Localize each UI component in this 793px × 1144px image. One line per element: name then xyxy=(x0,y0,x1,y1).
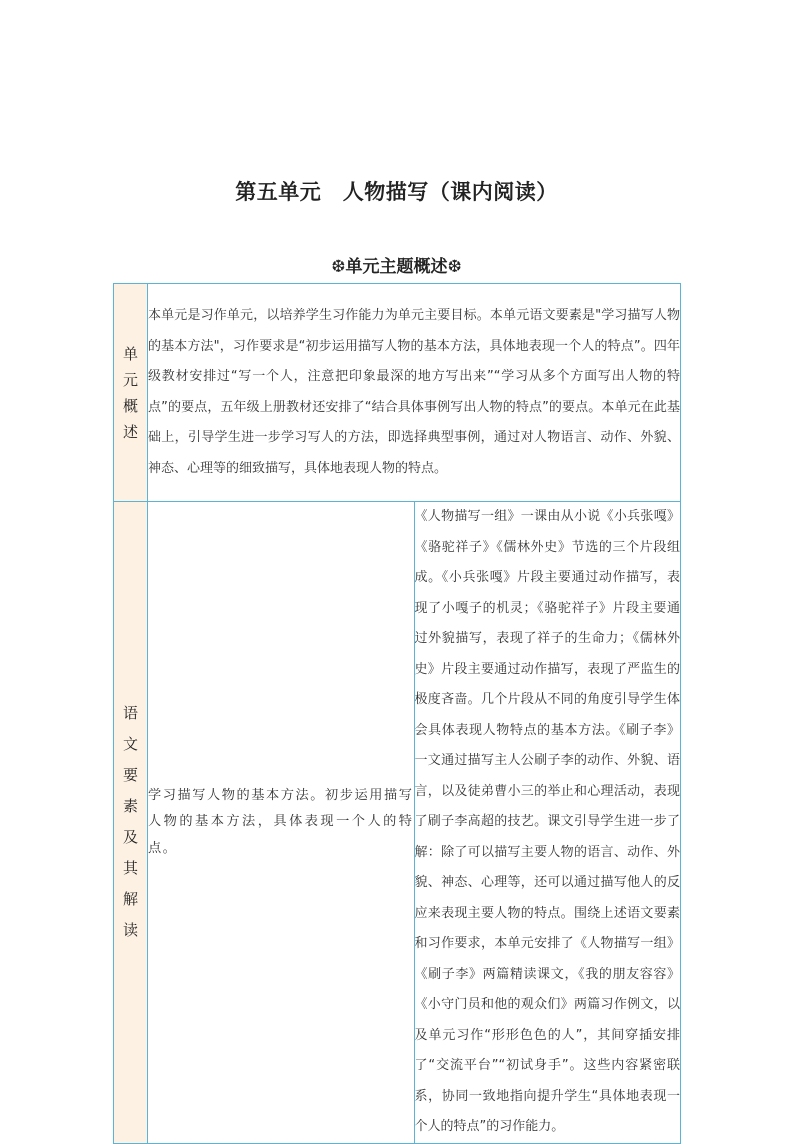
language-element-cell xyxy=(148,502,415,1144)
table-row xyxy=(114,284,681,502)
row-header-char: 文 xyxy=(122,735,138,754)
row-header-unit-overview xyxy=(114,341,147,445)
interpretation-cell xyxy=(414,502,681,1144)
row-header-char: 解 xyxy=(122,890,138,909)
table-row xyxy=(114,502,681,1144)
language-element-text: 学习描写人物的基本方法。初步运用描写人物的基本方法，具体表现一个人的特点。 xyxy=(148,787,414,856)
row-header-char: 语 xyxy=(122,704,138,723)
row-header-char: 素 xyxy=(122,797,138,816)
row-header-language-elements xyxy=(114,698,147,946)
overview-cell xyxy=(148,284,681,502)
section-heading: ❆单元主题概述❆ xyxy=(331,257,462,277)
row-header-char: 及 xyxy=(122,828,138,847)
row-header-char: 单 xyxy=(122,344,138,363)
row-header-char: 要 xyxy=(122,766,138,785)
row-header-char: 元 xyxy=(122,370,138,389)
row-header-char: 述 xyxy=(122,422,138,441)
row-header-char: 其 xyxy=(122,859,138,878)
interpretation-text: 《人物描写一组》一课由从小说《小兵张嘎》《骆驼祥子》《儒林外史》节选的三个片段组成。《小兵张嘎》片段主要通过动作描写，表现了小嘎子的机灵；《骆驼祥子》片段主要通过外貌描写，表现了祥子的生命力；《儒林外史》片段主要通过动作描写，表现了严监生的极度吝啬。几个片段从不同的角度引导学生体会具体表现人物特点的基本方法。《刷子李》一文通过描写主人公刷子李的动作、外貌、语言，以及徒弟曹小三的举止和心理活动，表现了刷子李高超的技艺。课文引导学生进一步了解：除了可以描写主要人物的语言、动作、外貌、神态、心理等，还可以通过描写他人的反应来表现主要人物的特点。围绕上述语文要素和习作要求，本单元安排了《人物描写一组》《刷子李》两篇精读课文，《我的朋友容容》《小守门员和他的观众们》两篇习作例文，以及单元习作“形形色色的人”，其间穿插安排了“交流平台”“初试身手”。这些内容紧密联系，协同一致地指向提升学生“具体地表现一个人的特点”的习作能力。 xyxy=(414,509,680,1134)
overview-table xyxy=(113,283,681,1144)
row-header-cell xyxy=(114,502,148,1144)
unit-overview-text: 本单元是习作单元，以培养学生习作能力为单元主要目标。本单元语文要素是"学习描写人物的基本方法"，习作要求是“初步运用描写人物的基本方法，具体地表现一个人的特点”。四年级教材安排过“写一个人，注意把印象最深的地方写出来”“学习从多个方面写出人物的特点”的要点，五年级上册教材还安排了“结合具体事例写出人物的特点”的要点。本单元在此基础上，引导学生进一步学习写人的方法，即选择典型事例，通过对人物语言、动作、外貌、神态、心理等的细致描写，具体地表现人物的特点。 xyxy=(148,308,680,476)
row-header-cell xyxy=(114,284,148,502)
row-header-char: 读 xyxy=(122,921,138,940)
row-header-char: 概 xyxy=(122,396,138,415)
page-title: 第五单元 人物描写（课内阅读） xyxy=(235,180,558,204)
